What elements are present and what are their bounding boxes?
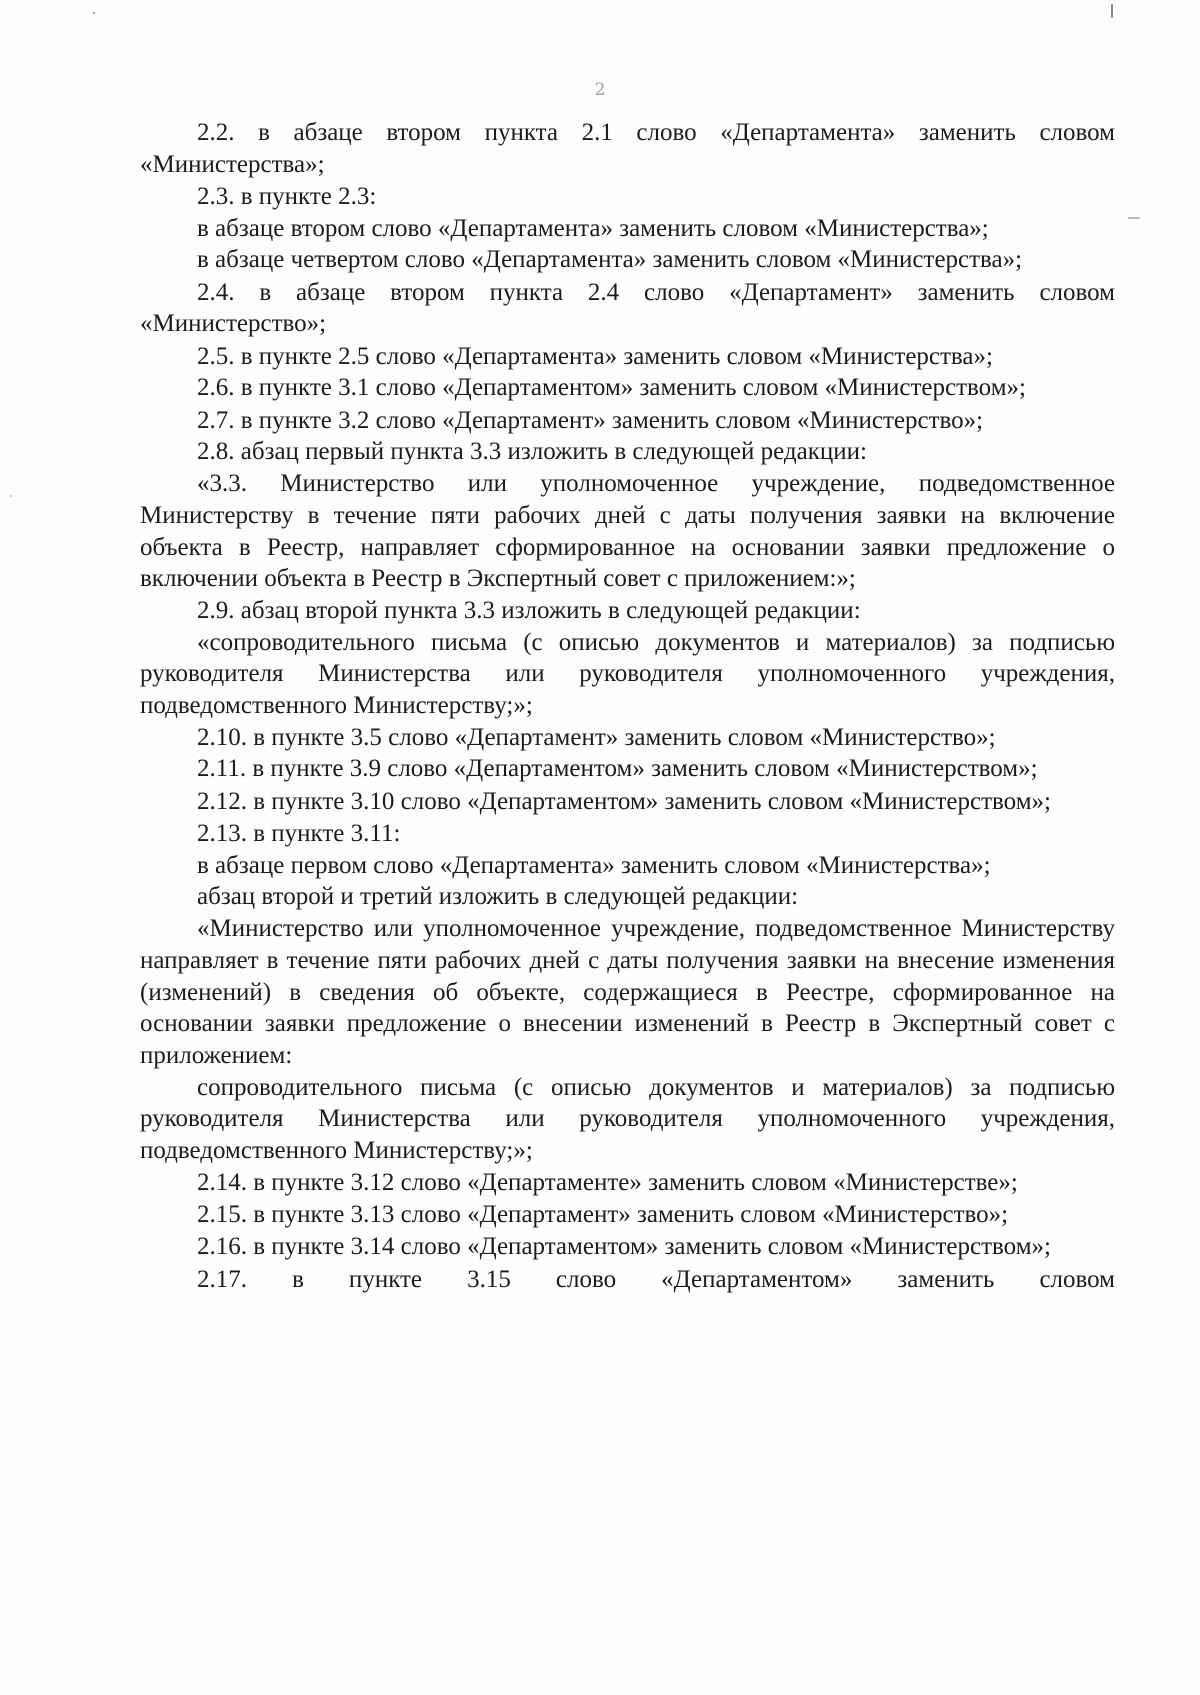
paragraph-2-2: 2.2. в абзаце втором пункта 2.1 слово «Департамента» заменить словом «Министерства»; — [140, 119, 1115, 178]
paragraph-2-11: 2.11. в пункте 3.9 слово «Департаментом» заменить словом «Министерством»; — [197, 755, 1038, 783]
paragraph-2-12: 2.12. в пункте 3.10 слово «Департаментом» заменить словом «Министерством»; — [197, 787, 1051, 815]
paragraph-2-15: 2.15. в пункте 3.13 слово «Департамент» заменить словом «Министерство»; — [197, 1201, 1009, 1229]
scan-speck — [93, 12, 95, 14]
paragraph-2-10: 2.10. в пункте 3.5 слово «Департамент» заменить словом «Министерство»; — [197, 723, 996, 751]
paragraph-2-6: 2.6. в пункте 3.1 слово «Департаментом» заменить словом «Министерством»; — [197, 374, 1026, 402]
scan-speck — [1128, 217, 1140, 219]
paragraph-2-16: 2.16. в пункте 3.14 слово «Департаментом» заменить словом «Министерством»; — [197, 1233, 1051, 1261]
paragraph-2-13: 2.13. в пункте 3.11: — [197, 820, 401, 848]
page-number: 2 — [594, 80, 606, 100]
paragraph-2-14: 2.14. в пункте 3.12 слово «Департаменте» заменить словом «Министерстве»; — [197, 1168, 1018, 1196]
paragraph-2-4: 2.4. в абзаце втором пункта 2.4 слово «Департамент» заменить словом «Министерство»; — [140, 278, 1115, 338]
paragraph-2-3-sub-2: в абзаце четвертом слово «Департамента» заменить словом «Министерства»; — [197, 246, 1023, 274]
paragraph-2-17: 2.17. в пункте 3.15 слово «Департаментом» заменить словом — [197, 1265, 1115, 1293]
paragraph-3-3-abzac-2-text: «сопроводительного письма (с описью документов и материалов) за подписью руководителя Министерства или руководителя уполномоченного учреждения, подведомственного Министерству;»; — [140, 628, 1115, 720]
scan-speck — [1111, 4, 1113, 18]
paragraph-2-3: 2.3. в пункте 2.3: — [197, 183, 377, 210]
paragraph-2-13-sub-2: абзац второй и третий изложить в следующей редакции: — [197, 883, 799, 911]
paragraph-2-9: 2.9. абзац второй пункта 3.3 изложить в следующей редакции: — [197, 596, 861, 624]
document-body — [140, 117, 1115, 1295]
paragraph-2-5: 2.5. в пункте 2.5 слово «Департамента» заменить словом «Министерства»; — [197, 342, 993, 370]
paragraph-3-3-text: «3.3. Министерство или уполномоченное учреждение, подведомственное Министерству в течение пяти рабочих дней с даты получения заявки на включение объекта в Реестр, направляет сформированное на основании заявки предложение о включении объекта в Реестр в Экспертный совет с приложением:»; — [140, 470, 1115, 593]
paragraph-3-11-appendix: сопроводительного письма (с описью документов и материалов) за подписью руководителя Министерства или руководителя уполномоченного учреждения, подведомственного Министерству;»; — [140, 1073, 1115, 1165]
paragraph-2-7: 2.7. в пункте 3.2 слово «Департамент» заменить словом «Министерство»; — [197, 406, 984, 434]
scan-speck — [10, 495, 12, 497]
paragraph-2-3-sub-1: в абзаце втором слово «Департамента» заменить словом «Министерства»; — [197, 214, 989, 242]
paragraph-2-8: 2.8. абзац первый пункта 3.3 изложить в следующей редакции: — [197, 438, 867, 466]
paragraph-2-13-sub-1: в абзаце первом слово «Департамента» заменить словом «Министерства»; — [197, 851, 991, 879]
paragraph-3-11-text: «Министерство или уполномоченное учреждение, подведомственное Министерству направляет в течение пяти рабочих дней с даты получения заявки на внесение изменения (изменений) в сведения об объекте, содержащиеся в Реестре, сформированное на основании заявки предложение о внесении изменений в Реестр в Экспертный совет с приложением: — [140, 915, 1115, 1069]
